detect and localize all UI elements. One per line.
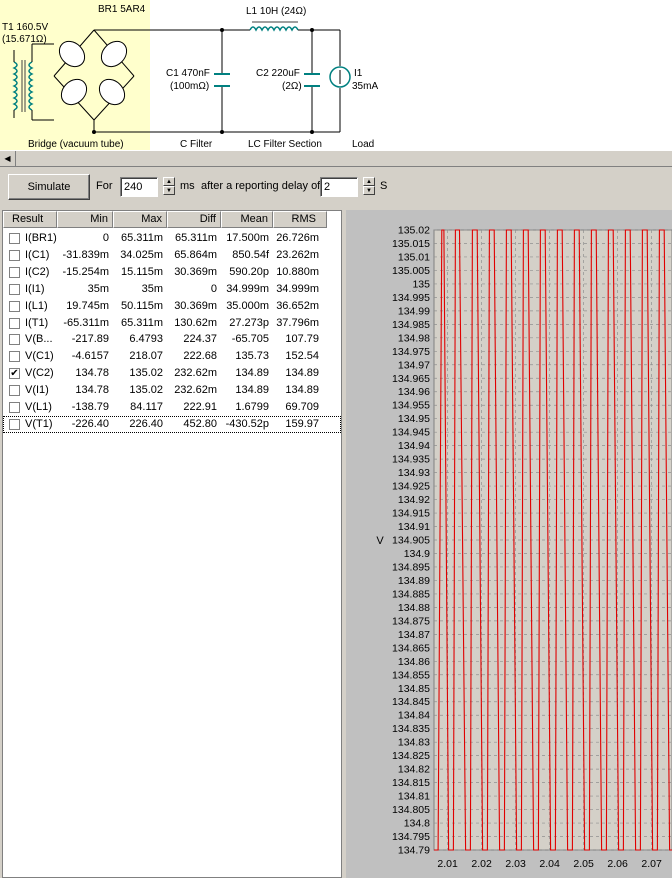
table-header bbox=[3, 211, 341, 228]
table-row[interactable] bbox=[3, 399, 341, 416]
cell-rms: 107.79 bbox=[285, 333, 319, 346]
row-result-name: V(B... bbox=[25, 333, 53, 346]
row-result-name: V(L1) bbox=[25, 401, 52, 413]
cell-diff: 222.68 bbox=[183, 350, 217, 363]
c1-resistance: (100mΩ) bbox=[170, 81, 210, 92]
y-tick-label: 134.94 bbox=[397, 440, 430, 453]
cell-min: -31.839m bbox=[62, 248, 109, 261]
row-result-name: V(T1) bbox=[25, 417, 53, 430]
y-tick-label: 134.83 bbox=[397, 736, 430, 749]
y-tick-label: 134.97 bbox=[397, 359, 430, 372]
cell-diff: 452.80 bbox=[183, 417, 217, 430]
cell-mean: -65.705 bbox=[231, 333, 269, 346]
y-tick-label: 134.82 bbox=[397, 763, 430, 776]
cell-max: 35m bbox=[141, 282, 163, 295]
cell-min: 134.78 bbox=[75, 384, 109, 397]
delay-spinner[interactable] bbox=[363, 177, 375, 197]
cell-rms: 37.796m bbox=[276, 316, 319, 329]
row-checkbox[interactable] bbox=[9, 250, 20, 261]
y-tick-label: 134.79 bbox=[397, 844, 430, 857]
y-tick-label: 135.01 bbox=[397, 251, 430, 264]
cell-rms: 69.709 bbox=[285, 401, 319, 413]
row-checkbox[interactable] bbox=[9, 267, 20, 278]
table-row[interactable] bbox=[3, 281, 341, 298]
y-tick-label: 134.825 bbox=[392, 750, 430, 763]
table-row[interactable] bbox=[3, 230, 341, 247]
x-tick-label: 2.01 bbox=[437, 858, 458, 870]
transformer-symbol bbox=[14, 60, 32, 112]
br1-label: BR1 5AR4 bbox=[98, 4, 146, 15]
cell-mean: 35.000m bbox=[226, 299, 269, 312]
cell-min: -65.311m bbox=[63, 316, 109, 329]
cell-min: 134.78 bbox=[75, 367, 109, 380]
cell-rms: 34.999m bbox=[276, 282, 319, 295]
section-bridge: Bridge (vacuum tube) bbox=[28, 139, 124, 150]
cell-mean: 27.273p bbox=[229, 316, 269, 329]
y-tick-label: 135.015 bbox=[392, 237, 430, 250]
col-min[interactable]: Min bbox=[57, 211, 113, 228]
cell-diff: 65.311m bbox=[175, 232, 217, 244]
y-tick-label: 134.935 bbox=[392, 453, 430, 466]
cell-max: 226.40 bbox=[129, 417, 163, 430]
circuit-diagram bbox=[0, 0, 672, 150]
cell-min: -226.40 bbox=[71, 417, 109, 430]
cell-mean: 135.73 bbox=[235, 350, 269, 363]
y-tick-label: 134.89 bbox=[397, 574, 430, 587]
cell-rms: 36.652m bbox=[276, 299, 319, 312]
x-tick-label: 2.07 bbox=[641, 858, 662, 870]
y-tick-label: 134.925 bbox=[392, 480, 430, 493]
y-tick-label: 134.81 bbox=[397, 790, 430, 803]
i1-label: I1 bbox=[354, 68, 363, 79]
c2-label: C2 220uF bbox=[256, 68, 300, 79]
y-tick-label: 134.835 bbox=[392, 723, 430, 736]
row-checkbox[interactable] bbox=[9, 334, 20, 345]
y-tick-label: 134.975 bbox=[392, 345, 430, 358]
section-c-filter: C Filter bbox=[180, 139, 213, 150]
y-tick-label: 134.945 bbox=[392, 426, 430, 439]
y-tick-label: 134.885 bbox=[392, 588, 430, 601]
cell-diff: 65.864m bbox=[174, 248, 217, 261]
cell-rms: 134.89 bbox=[285, 367, 319, 380]
y-tick-label: 134.995 bbox=[392, 291, 430, 304]
row-checkbox[interactable] bbox=[9, 385, 20, 396]
for-label: For bbox=[96, 180, 113, 192]
y-tick-label: 134.815 bbox=[392, 777, 430, 790]
x-tick-label: 2.06 bbox=[607, 858, 628, 870]
s-label: S bbox=[380, 180, 388, 192]
cell-rms: 134.89 bbox=[285, 384, 319, 397]
x-tick-label: 2.02 bbox=[471, 858, 492, 870]
y-tick-label: 134.955 bbox=[392, 399, 430, 412]
cell-max: 15.115m bbox=[121, 265, 163, 278]
row-checkbox[interactable]: ✔ bbox=[10, 368, 19, 380]
vacuum-tube-symbols bbox=[54, 36, 131, 109]
y-tick-label: 134.85 bbox=[397, 682, 430, 695]
x-tick-label: 2.04 bbox=[539, 858, 560, 870]
cell-rms: 26.726m bbox=[276, 232, 319, 244]
scroll-left-icon[interactable]: ◀ bbox=[0, 151, 16, 166]
cell-mean: 590.20p bbox=[229, 265, 269, 278]
cell-min: 0 bbox=[102, 232, 109, 244]
cell-diff: 222.91 bbox=[183, 401, 217, 413]
spin-down-icon[interactable]: ▼ bbox=[363, 186, 375, 195]
cell-min: -15.254m bbox=[62, 265, 109, 278]
y-tick-label: 134.99 bbox=[397, 305, 430, 318]
col-max[interactable]: Max bbox=[113, 211, 167, 228]
col-rms[interactable]: RMS bbox=[273, 211, 327, 228]
cell-max: 65.311m bbox=[121, 316, 163, 329]
cell-diff: 30.369m bbox=[174, 299, 217, 312]
table-row[interactable] bbox=[3, 331, 341, 348]
row-checkbox[interactable] bbox=[9, 419, 20, 430]
y-tick-label: 134.895 bbox=[392, 561, 430, 574]
results-table bbox=[2, 210, 342, 878]
row-result-name: I(T1) bbox=[25, 316, 49, 329]
section-load: Load bbox=[352, 139, 375, 150]
spin-up-icon[interactable]: ▲ bbox=[363, 177, 375, 186]
delay-input[interactable]: 2 bbox=[320, 177, 358, 197]
cell-diff: 224.37 bbox=[183, 333, 217, 346]
y-tick-label: 134.915 bbox=[392, 507, 430, 520]
x-tick-label: 2.05 bbox=[573, 858, 594, 870]
c2-resistance: (2Ω) bbox=[282, 81, 302, 92]
row-result-name: I(C1) bbox=[25, 248, 50, 261]
spin-down-icon[interactable]: ▼ bbox=[163, 186, 175, 195]
y-tick-label: 134.93 bbox=[397, 467, 430, 480]
y-tick-label: 134.985 bbox=[392, 318, 430, 331]
row-result-name: I(L1) bbox=[25, 299, 48, 312]
c1-label: C1 470nF bbox=[166, 68, 210, 79]
cell-min: 19.745m bbox=[66, 299, 109, 312]
cell-mean: 17.500m bbox=[226, 232, 269, 244]
y-axis-label: V bbox=[376, 535, 384, 547]
cell-mean: -430.52p bbox=[225, 417, 269, 430]
cell-mean: 34.999m bbox=[226, 282, 269, 295]
table-row[interactable] bbox=[3, 416, 341, 433]
section-lc-filter: LC Filter Section bbox=[248, 139, 322, 150]
schematic-panel bbox=[0, 0, 672, 151]
cell-min: -138.79 bbox=[71, 401, 109, 413]
cell-min: -4.6157 bbox=[71, 350, 109, 363]
cell-max: 65.311m bbox=[121, 232, 163, 244]
cell-max: 6.4793 bbox=[129, 333, 163, 346]
cell-rms: 23.262m bbox=[276, 248, 319, 261]
cell-max: 135.02 bbox=[129, 384, 163, 397]
cell-max: 218.07 bbox=[129, 350, 163, 363]
y-tick-label: 134.92 bbox=[397, 494, 430, 507]
col-result[interactable]: Result bbox=[3, 211, 57, 228]
table-row[interactable] bbox=[3, 298, 341, 315]
row-result-name: V(I1) bbox=[25, 384, 49, 397]
table-row[interactable] bbox=[3, 365, 341, 382]
plot-area bbox=[434, 230, 672, 850]
row-checkbox[interactable] bbox=[9, 318, 20, 329]
cell-max: 34.025m bbox=[120, 248, 163, 261]
toolbar bbox=[0, 166, 672, 208]
row-result-name: I(C2) bbox=[25, 265, 50, 278]
cell-rms: 152.54 bbox=[285, 350, 319, 363]
cell-rms: 159.97 bbox=[285, 417, 319, 430]
y-tick-label: 134.905 bbox=[392, 534, 430, 547]
y-tick-label: 135.02 bbox=[397, 224, 430, 237]
row-result-name: I(BR1) bbox=[25, 232, 57, 244]
cell-mean: 134.89 bbox=[235, 367, 269, 380]
simulate-button[interactable]: Simulate bbox=[8, 174, 90, 200]
l1-label: L1 10H (24Ω) bbox=[246, 6, 307, 17]
y-tick-label: 134.965 bbox=[392, 372, 430, 385]
current-source-symbol bbox=[330, 67, 350, 87]
t1-resistance: (15.671Ω) bbox=[2, 34, 47, 45]
x-tick-label: 2.03 bbox=[505, 858, 526, 870]
row-result-name: V(C1) bbox=[25, 350, 54, 363]
y-tick-label: 135 bbox=[412, 278, 430, 291]
table-row[interactable] bbox=[3, 247, 341, 264]
y-tick-label: 134.91 bbox=[397, 521, 430, 534]
delay-label: after a reporting delay of bbox=[201, 180, 321, 192]
y-tick-label: 134.88 bbox=[397, 601, 430, 614]
t1-label: T1 160.5V bbox=[2, 22, 49, 33]
row-checkbox[interactable] bbox=[9, 351, 20, 362]
y-tick-label: 134.9 bbox=[403, 547, 430, 560]
spin-up-icon[interactable]: ▲ bbox=[163, 177, 175, 186]
y-tick-label: 134.875 bbox=[392, 615, 430, 628]
cell-max: 84.117 bbox=[130, 401, 163, 413]
plot-panel bbox=[346, 210, 672, 878]
duration-spinner[interactable] bbox=[163, 177, 175, 197]
table-row[interactable] bbox=[3, 382, 341, 399]
cell-mean: 1.6799 bbox=[235, 401, 269, 413]
cell-min: 35m bbox=[87, 282, 109, 295]
y-tick-label: 135.005 bbox=[392, 264, 430, 277]
row-checkbox[interactable] bbox=[9, 301, 20, 312]
y-tick-label: 134.98 bbox=[397, 332, 430, 345]
row-checkbox[interactable] bbox=[9, 402, 20, 413]
i1-value: 35mA bbox=[352, 81, 379, 92]
ms-label: ms bbox=[180, 180, 195, 192]
row-checkbox[interactable] bbox=[9, 284, 20, 295]
y-tick-label: 134.96 bbox=[397, 386, 430, 399]
horizontal-scrollbar[interactable] bbox=[0, 150, 672, 167]
cell-diff: 0 bbox=[210, 282, 217, 295]
cell-min: -217.89 bbox=[71, 333, 109, 346]
cell-diff: 130.62m bbox=[174, 316, 217, 329]
table-row[interactable] bbox=[3, 264, 341, 281]
y-tick-label: 134.95 bbox=[397, 413, 430, 426]
cell-max: 50.115m bbox=[121, 299, 163, 312]
cell-max: 135.02 bbox=[129, 367, 163, 380]
y-tick-label: 134.845 bbox=[392, 696, 430, 709]
table-row[interactable] bbox=[3, 315, 341, 332]
y-tick-label: 134.8 bbox=[403, 817, 430, 830]
col-mean[interactable]: Mean bbox=[221, 211, 273, 228]
y-tick-label: 134.84 bbox=[397, 709, 430, 722]
row-result-name: V(C2) bbox=[25, 367, 54, 380]
duration-input[interactable]: 240 bbox=[120, 177, 158, 197]
cell-mean: 134.89 bbox=[235, 384, 269, 397]
voltage-plot bbox=[346, 210, 672, 878]
y-tick-label: 134.855 bbox=[392, 669, 430, 682]
cell-diff: 232.62m bbox=[174, 367, 217, 380]
y-tick-label: 134.86 bbox=[397, 655, 430, 668]
cell-diff: 30.369m bbox=[174, 265, 217, 278]
inductor-symbol bbox=[250, 22, 298, 30]
y-tick-label: 134.87 bbox=[397, 628, 430, 641]
cell-mean: 850.54f bbox=[232, 248, 269, 261]
cell-diff: 232.62m bbox=[174, 384, 217, 397]
row-checkbox[interactable] bbox=[9, 233, 20, 244]
y-tick-label: 134.865 bbox=[392, 642, 430, 655]
y-tick-label: 134.805 bbox=[392, 804, 430, 817]
row-result-name: I(I1) bbox=[25, 282, 45, 295]
cell-rms: 10.880m bbox=[276, 265, 319, 278]
y-tick-label: 134.795 bbox=[392, 831, 430, 844]
table-row[interactable] bbox=[3, 348, 341, 365]
col-diff[interactable]: Diff bbox=[167, 211, 221, 228]
